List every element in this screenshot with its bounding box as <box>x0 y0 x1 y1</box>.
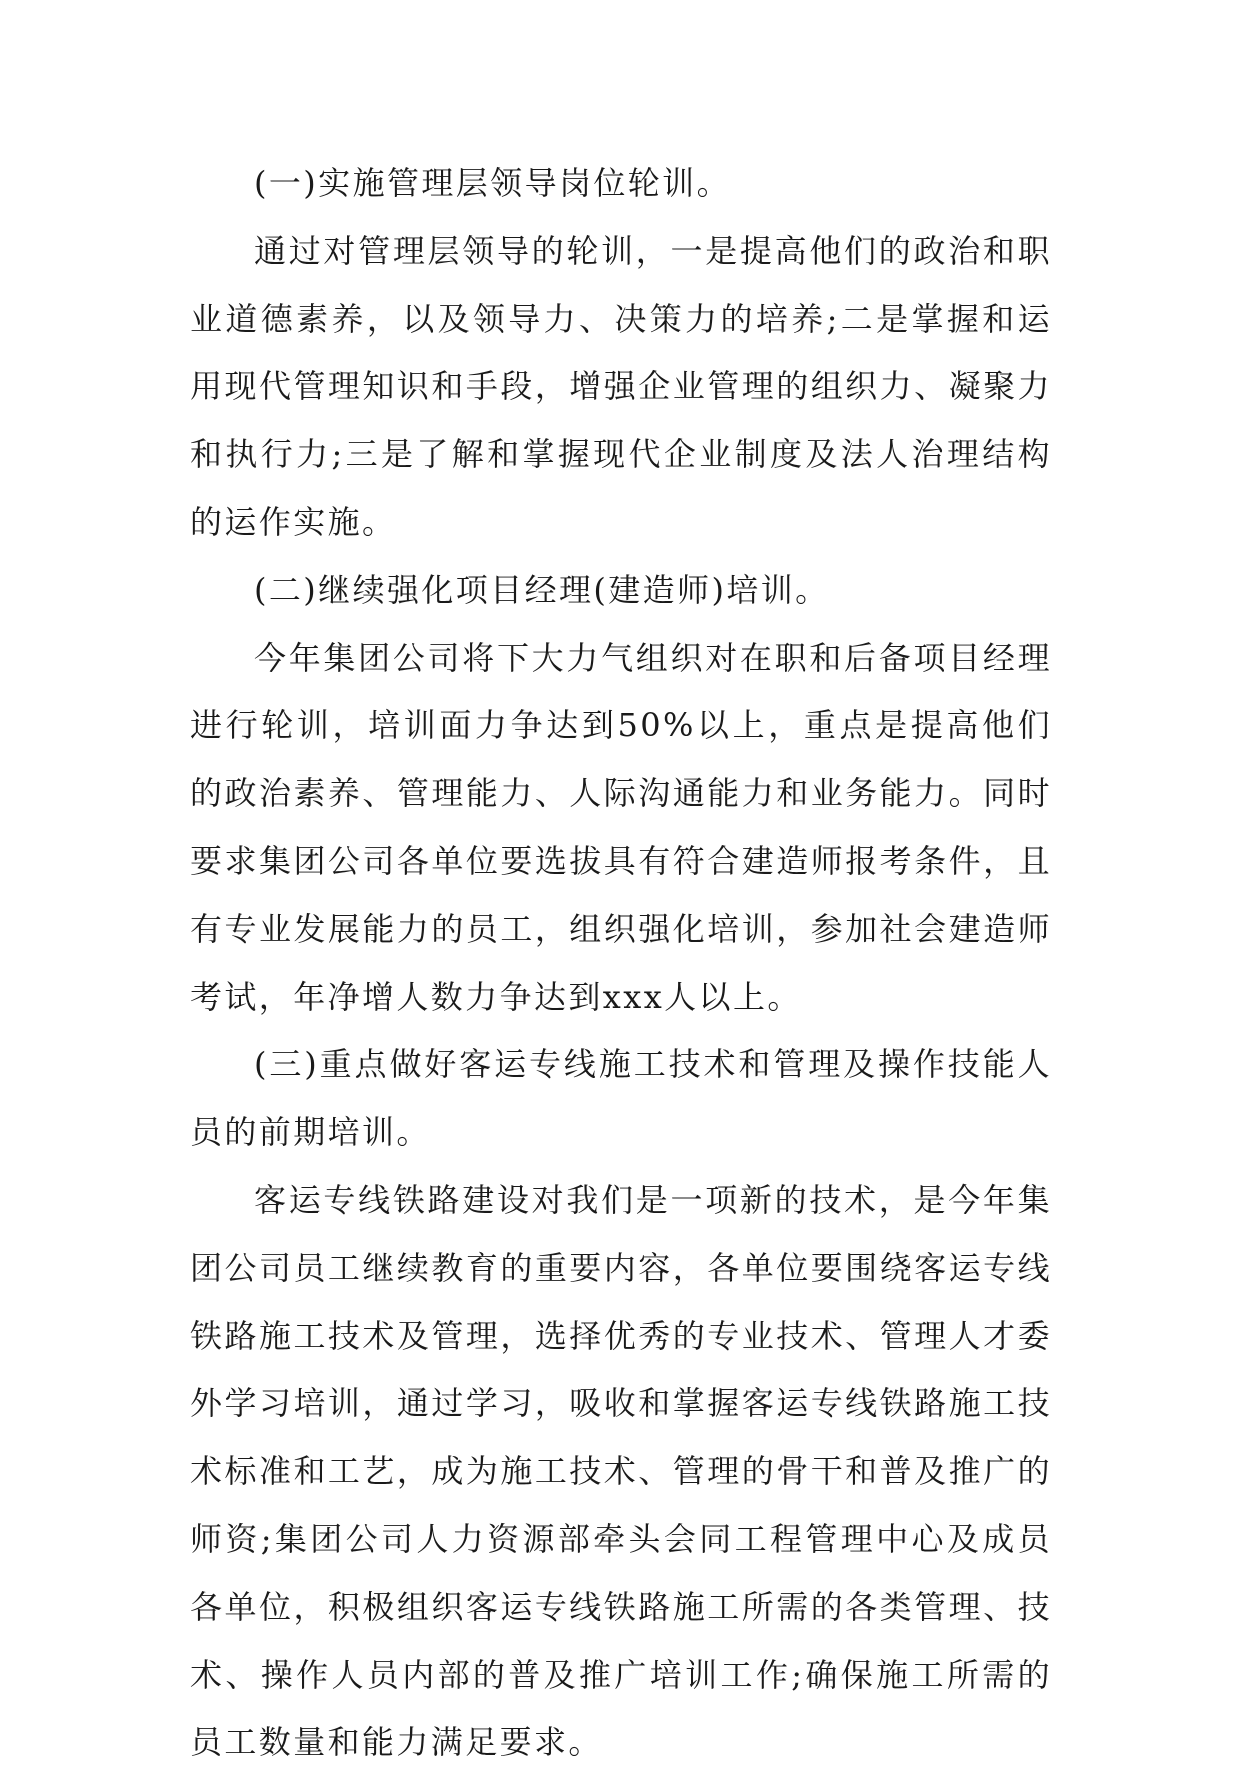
paragraph-1: 通过对管理层领导的轮训，一是提高他们的政治和职业道德素养，以及领导力、决策力的培养;二是掌握和运用现代管理知识和手段，增强企业管理的组织力、凝聚力和执行力;三是了解和掌握现代企业制度及法人治理结构的运作实施。 <box>190 231 1052 541</box>
document-body <box>190 150 1052 1777</box>
paragraph-3: 客运专线铁路建设对我们是一项新的技术，是今年集团公司员工继续教育的重要内容，各单位要围绕客运专线铁路施工技术及管理，选择优秀的专业技术、管理人才委外学习培训，通过学习，吸收和掌握客运专线铁路施工技术标准和工艺，成为施工技术、管理的骨干和普及推广的师资;集团公司人力资源部牵头会同工程管理中心及成员各单位，积极组织客运专线铁路施工所需的各类管理、技术、操作人员内部的普及推广培训工作;确保施工所需的员工数量和能力满足要求。 <box>190 1180 1052 1762</box>
section-heading-3: (三)重点做好客运专线施工技术和管理及操作技能人员的前期培训。 <box>190 1045 1052 1152</box>
section-heading-2: (二)继续强化项目经理(建造师)培训。 <box>254 570 830 609</box>
section-heading-1: (一)实施管理层领导岗位轮训。 <box>254 164 731 202</box>
paragraph-2: 今年集团公司将下大力气组织对在职和后备项目经理进行轮训，培训面力争达到50%以上，重点是提高他们的政治素养、管理能力、人际沟通能力和业务能力。同时要求集团公司各单位要选拔具有符合建造师报考条件，且有专业发展能力的员工，组织强化培训，参加社会建造师考试，年净增人数力争达到xxx人以上。 <box>190 638 1052 1016</box>
